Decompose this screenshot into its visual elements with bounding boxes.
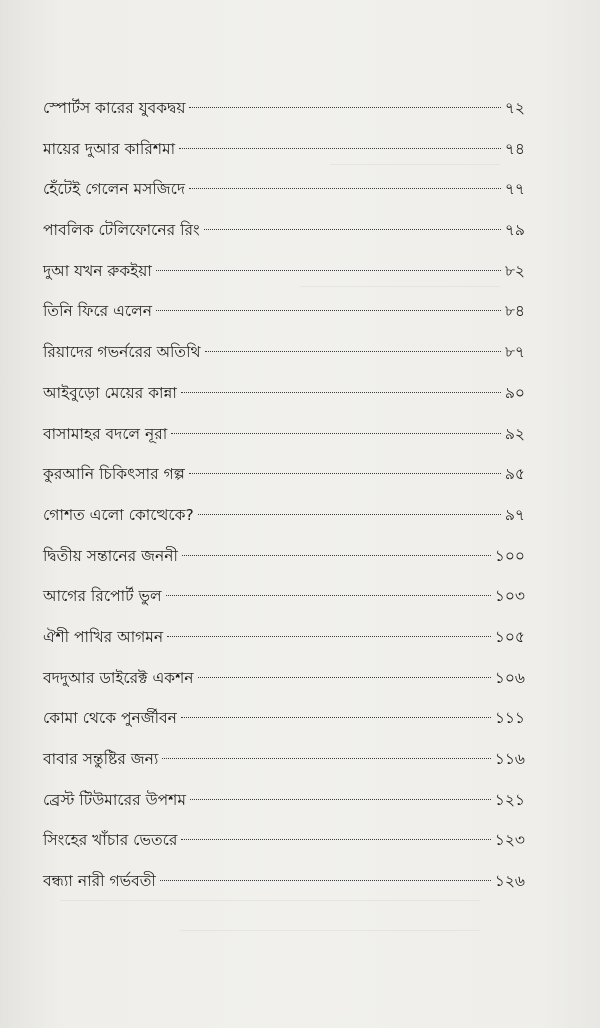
toc-entry-title: কুরআনি চিকিৎসার গল্প (43, 465, 185, 484)
dot-leader (189, 473, 501, 474)
dot-leader (189, 107, 500, 108)
toc-entry-page: ৮৪ (504, 302, 525, 321)
toc-entry-title: পাবলিক টেলিফোনের রিং (43, 221, 200, 240)
toc-entry-page: ১১১ (494, 709, 525, 728)
toc-entry-title: আইবুড়ো মেয়ের কান্না (43, 383, 177, 402)
dot-leader (189, 188, 501, 189)
toc-entry[interactable] (43, 658, 525, 699)
toc-entry[interactable] (43, 698, 525, 739)
toc-entry-page: ৯২ (504, 424, 525, 443)
toc-entry-title: বদদুআর ডাইরেক্ট একশন (43, 668, 194, 687)
toc-entry[interactable] (43, 414, 525, 455)
toc-entry[interactable] (43, 861, 525, 902)
toc-entry[interactable] (43, 169, 525, 210)
toc-entry-title: তিনি ফিরে এলেন (43, 302, 152, 321)
toc-entry-page: ৭২ (504, 99, 525, 117)
toc-entry-title: আগের রিপোর্ট ভুল (43, 587, 162, 606)
toc-entry-title: বাবার সন্তুষ্টির জন্য (43, 750, 159, 768)
dot-leader (156, 310, 501, 311)
toc-entry-title: গোশত এলো কোত্থেকে? (43, 505, 194, 524)
toc-entry-title: সিংহের খাঁচার ভেতরে (43, 831, 178, 850)
toc-entry[interactable] (43, 820, 525, 861)
toc-entry-title: দুআ যখন রুকইয়া (43, 261, 152, 280)
toc-entry-title: হেঁটেই গেলেন মসজিদে (43, 180, 186, 199)
toc-entry-page: ১১৬ (494, 750, 525, 768)
toc-entry[interactable] (43, 576, 525, 617)
toc-entry[interactable] (43, 129, 525, 170)
dot-leader (181, 839, 490, 840)
dot-leader (166, 595, 491, 596)
toc-entry[interactable] (43, 332, 525, 373)
toc-entry-page: ১০৫ (494, 627, 525, 646)
dot-leader (190, 799, 491, 800)
dot-leader (181, 717, 491, 718)
toc-entry-title: মায়ের দুআর কারিশমা (43, 139, 176, 158)
toc-entry-title: ঐশী পাখির আগমন (43, 627, 164, 646)
toc-entry-page: ১২৩ (494, 831, 525, 850)
dot-leader (181, 392, 501, 393)
toc-entry[interactable] (43, 210, 525, 251)
dot-leader (205, 351, 501, 352)
toc-entry-title: দ্বিতীয় সন্তানের জননী (43, 546, 178, 565)
dot-leader (171, 433, 501, 434)
dot-leader (162, 758, 490, 759)
dot-leader (160, 880, 491, 881)
toc-entry-title: রিয়াদের গভর্নরের অতিথি (43, 343, 201, 362)
toc-entry-page: ৯৭ (504, 505, 525, 524)
toc-entry-page: ৯৫ (504, 465, 525, 484)
dot-leader (198, 514, 501, 515)
toc-entry-title: বন্ধ্যা নারী গর্ভবতী (43, 872, 156, 891)
toc-entry[interactable] (43, 373, 525, 414)
toc-entry-page: ১০০ (494, 546, 525, 565)
toc-entry-page: ৭৯ (504, 221, 525, 240)
toc-entry-title: বাসামাহর বদলে নূরা (43, 424, 168, 443)
toc-entry-page: ১২১ (494, 790, 525, 809)
toc-entry-page: ৭৭ (504, 180, 525, 199)
dot-leader (156, 270, 501, 271)
toc-entry[interactable] (43, 251, 525, 292)
toc-entry-title: স্পোর্টস কারের যুবকদ্বয় (43, 99, 186, 117)
dot-leader (179, 148, 501, 149)
dot-leader (198, 677, 491, 678)
toc-entry-title: ব্রেস্ট টিউমারের উপশম (43, 790, 186, 809)
toc-entry-page: ১০৩ (494, 587, 525, 606)
toc-entry[interactable] (43, 291, 525, 332)
toc-entry[interactable] (43, 617, 525, 658)
toc-entry-page: ৯০ (504, 383, 525, 402)
show-through-line (180, 930, 480, 931)
dot-leader (182, 555, 491, 556)
table-of-contents (43, 88, 525, 902)
toc-entry-page: ৮৭ (504, 343, 525, 362)
toc-entry[interactable] (43, 454, 525, 495)
toc-entry-page: ১২৬ (494, 872, 525, 891)
toc-entry-page: ১০৬ (494, 668, 525, 687)
toc-entry[interactable] (43, 780, 525, 821)
toc-entry-page: ৮২ (504, 261, 525, 280)
dot-leader (204, 229, 501, 230)
toc-entry[interactable] (43, 536, 525, 577)
toc-entry-page: ৭৪ (504, 139, 525, 158)
toc-entry[interactable] (43, 739, 525, 780)
toc-entry-title: কোমা থেকে পুনর্জীবন (43, 709, 177, 728)
dot-leader (167, 636, 491, 637)
toc-entry[interactable] (43, 495, 525, 536)
toc-entry[interactable] (43, 88, 525, 129)
